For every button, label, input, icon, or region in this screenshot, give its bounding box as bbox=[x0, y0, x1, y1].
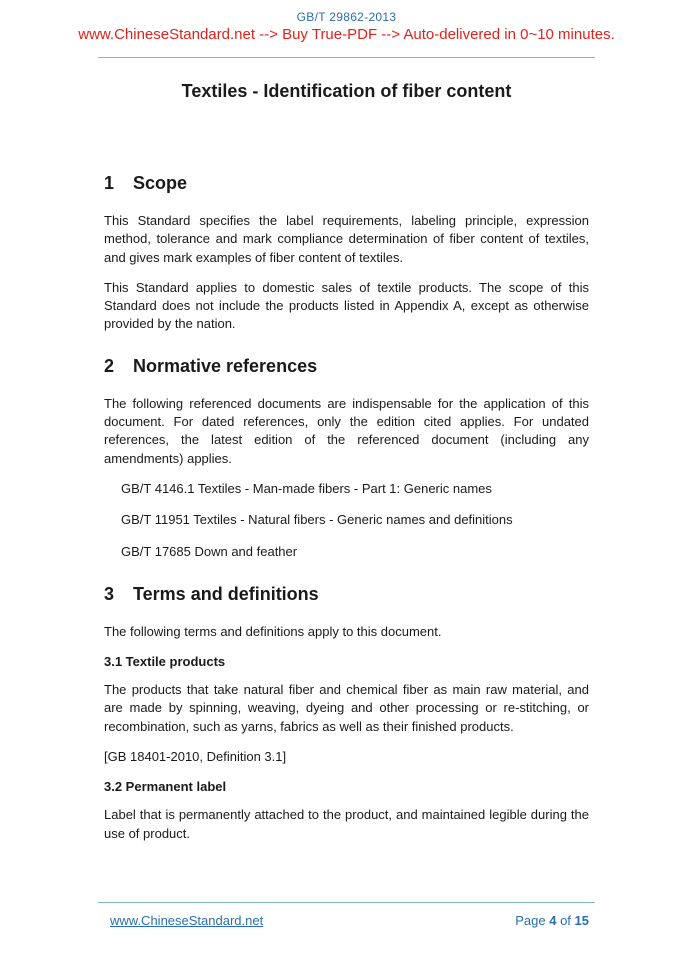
footer-divider bbox=[98, 902, 595, 903]
paragraph: This Standard applies to domestic sales of textile products. The scope of this Standard does not include the products listed in Appendix A, except as otherwise provided by the nation. bbox=[104, 279, 589, 332]
page-prefix: Page bbox=[515, 913, 546, 928]
section-title: Scope bbox=[133, 173, 188, 193]
term-definition: Label that is permanently attached to the product, and maintained legible during the use of product. bbox=[104, 807, 589, 841]
document-code: GB/T 29862-2013 bbox=[296, 10, 397, 24]
paragraph: The following terms and definitions apply to this document. bbox=[104, 623, 442, 639]
reference-item: GB/T 17685 Down and feather bbox=[121, 543, 298, 559]
term-source: [GB 18401-2010, Definition 3.1] bbox=[104, 749, 287, 765]
footer-site-link[interactable]: www.ChineseStandard.net bbox=[110, 913, 264, 928]
term-heading: 3.2 Permanent label bbox=[104, 779, 227, 795]
section-title: Normative references bbox=[133, 355, 318, 376]
page-content bbox=[104, 78, 589, 855]
header-divider bbox=[98, 57, 595, 58]
section-heading-normative-references bbox=[104, 354, 589, 378]
buy-pdf-link[interactable]: www.ChineseStandard.net --> Buy True-PDF --> Auto-delivered in 0~10 minutes. bbox=[78, 26, 615, 43]
top-banner bbox=[0, 26, 693, 48]
page-total: 15 bbox=[574, 913, 589, 928]
term-definition: The products that take natural fiber and chemical fiber as main raw material, and are made by spinning, weaving, dyeing and other processing or re-stitching, or recombination, such as yarns, fabrics as well as their finished products. bbox=[104, 682, 589, 734]
section-number: 3 bbox=[104, 583, 115, 604]
section-number: 2 bbox=[104, 355, 115, 376]
page-indicator bbox=[515, 913, 589, 928]
section-title: Terms and definitions bbox=[133, 583, 319, 604]
section-number: 1 bbox=[104, 173, 115, 193]
paragraph: This Standard specifies the label requirements, labeling principle, expression method, tolerance and mark compliance determination of fiber content of textiles, and gives mark examples of fiber content of textiles. bbox=[104, 213, 589, 265]
term-heading: 3.1 Textile products bbox=[104, 654, 226, 670]
page-current: 4 bbox=[549, 913, 557, 928]
document-title: Textiles - Identification of fiber content bbox=[181, 81, 512, 101]
section-heading-scope bbox=[104, 171, 589, 195]
reference-item: GB/T 4146.1 Textiles - Man-made fibers - Part 1: Generic names bbox=[121, 480, 492, 496]
section-heading-terms-definitions bbox=[104, 582, 589, 606]
paragraph: The following referenced documents are indispensable for the application of this document. For dated references, only the edition cited applies. For undated references, the latest edition of the referenced document (including any amendments) applies. bbox=[104, 395, 589, 466]
page-of: of bbox=[560, 913, 571, 928]
reference-item: GB/T 11951 Textiles - Natural fibers - Generic names and definitions bbox=[121, 512, 513, 528]
